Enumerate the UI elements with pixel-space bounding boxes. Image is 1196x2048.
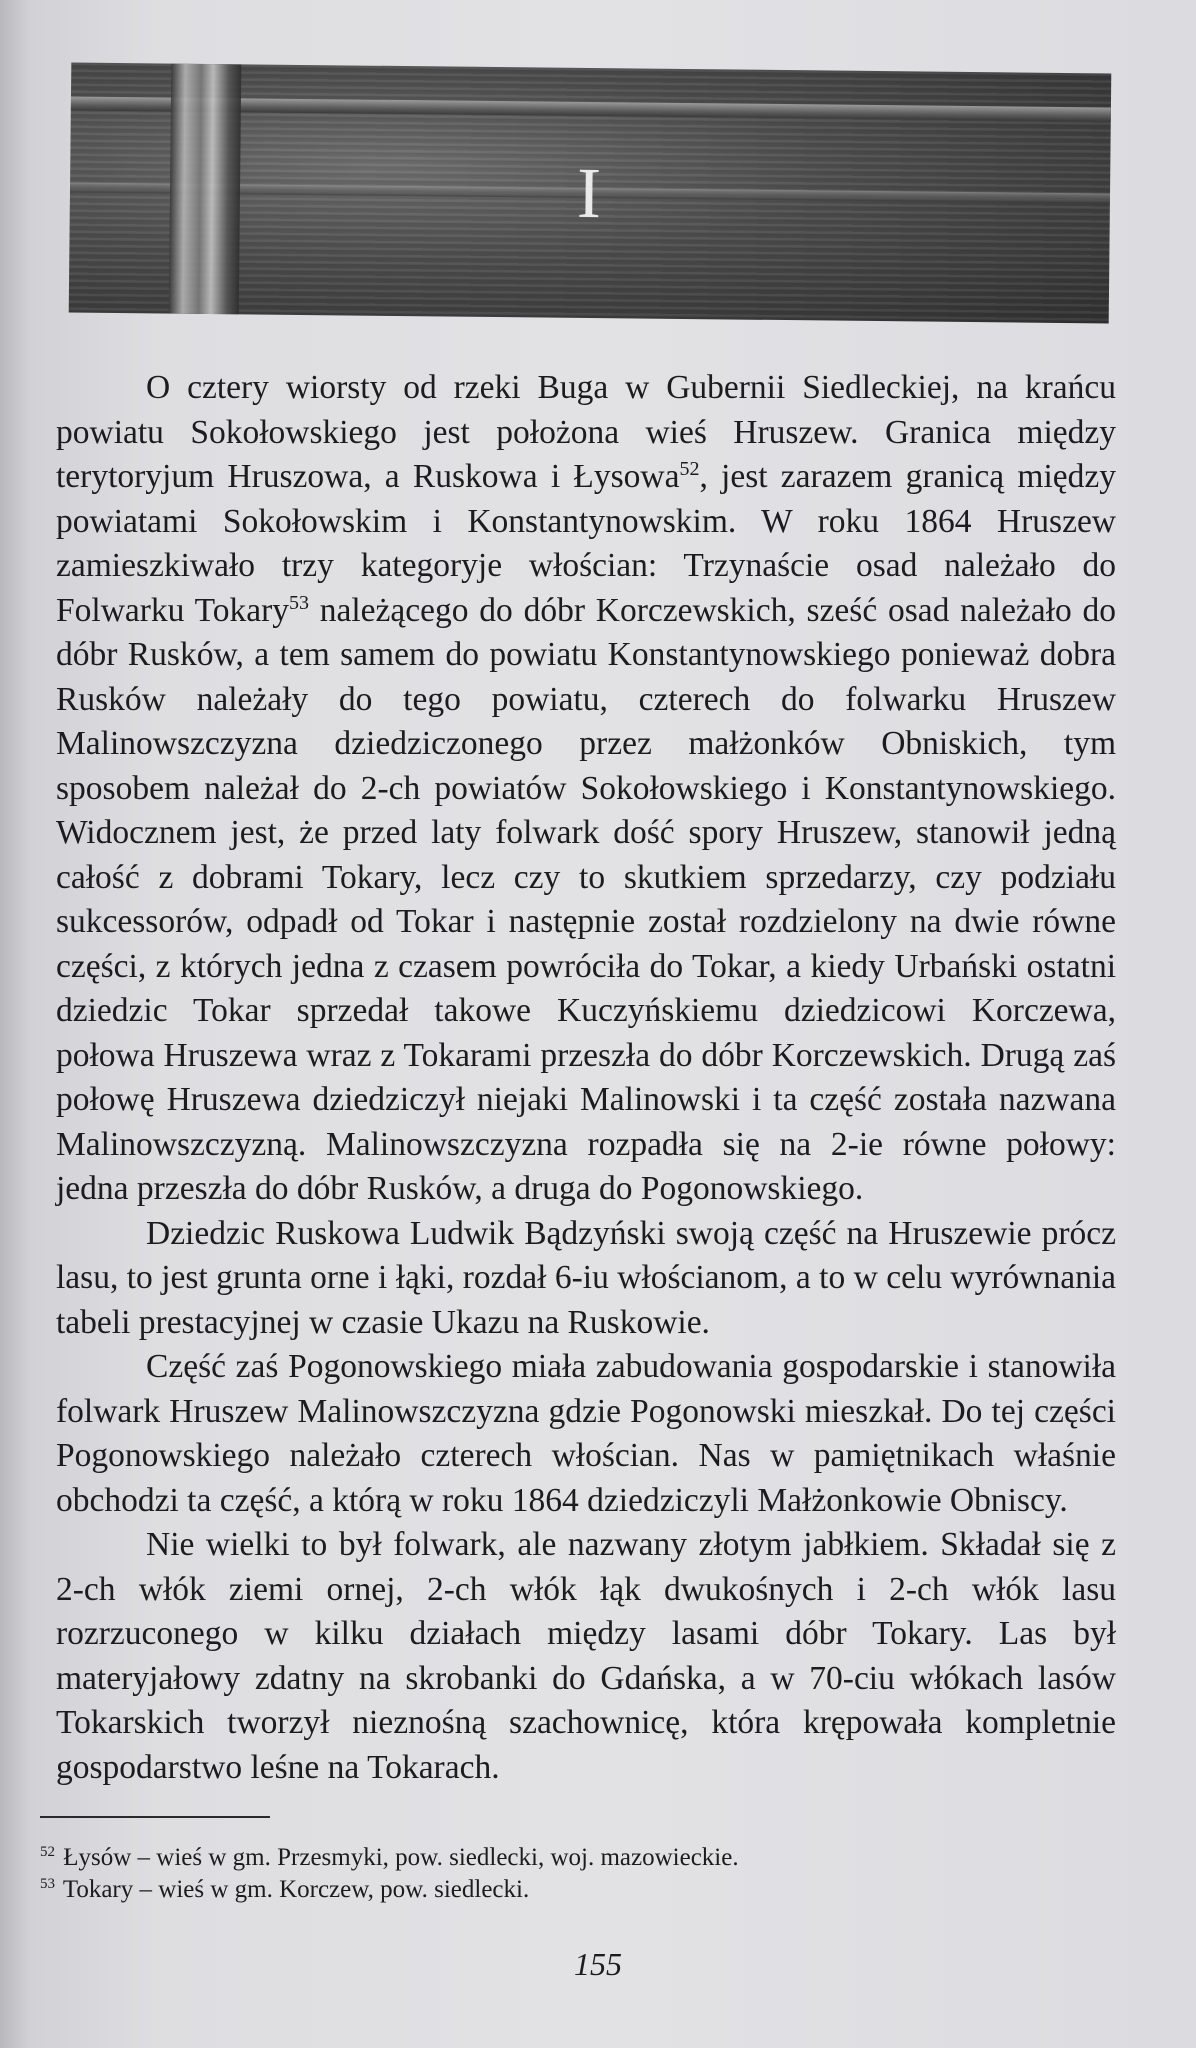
paragraph-text: Nie wielki to był folwark, ale nazwany złotym jabłkiem. Składał się z 2-ch włók ziemi ornej, 2-ch włók łąk dwukośnych i 2-ch włók lasu rozrzuconego w kilku działach między lasami dóbr Tokary. Las był materyjałowy zdatny na skrobanki do Gdańska, a w 70-ciu włókach lasów Tokarskich tworzył nieznośną szachownicę, która krępowała kompletnie gospodarstwo leśne na Tokarach. [56, 1526, 1116, 1786]
chapter-numeral: I [576, 152, 604, 233]
paragraph-text: O cztery wiorsty od rzeki Buga w Gubernii Siedleckiej, na krańcu powiatu Sokołowskiego jest położona wieś Hruszew. Granica między terytoryjum Hruszowa, a Ruskowa i Łysowa [56, 369, 1116, 495]
footnote-reference[interactable]: 52 [679, 457, 700, 480]
footnotes [40, 1842, 1040, 1906]
paragraph-4 [56, 1523, 1116, 1790]
paragraph-text: należącego do dóbr Korczewskich, sześć osad należało do dóbr Rusków, a tem samem do powiatu Konstantynowskiego ponieważ dobra Rusków należały do tego powiatu, czterech do folwarku Hruszew Malinowszczyzna dziedziczonego przez małżonków Obniskich, tym sposobem należał do 2-ch powiatów Sokołowskiego i Konstantynowskiego. Widocznem jest, że przed laty folwark dość spory Hruszew, stanowił jedną całość z dobrami Tokary, lecz czy to skutkiem sprzedarzy, czy podziału sukcessorów, odpadł od Tokar i następnie został rozdzielony na dwie równe części, z których jedna z czasem powróciła do Tokar, a kiedy Urbański ostatni dziedzic Tokar sprzedał takowe Kuczyńskiemu dziedzicowi Korczewa, połowa Hruszewa wraz z Tokarami przeszła do dóbr Korczewskich. Drugą zaś połowę Hruszewa dziedziczył niejaki Malinowski i ta część została nazwana Malinowszczyzną. Malinowszczyzna rozpadła się na 2-ie równe połowy: jedna przeszła do dóbr Rusków, a druga do Pogonowskiego. [56, 591, 1117, 1207]
paragraph-text: Dziedzic Ruskowa Ludwik Bądzyński swoją część na Hruszewie prócz lasu, to jest grunta orne i łąki, rozdał 6-iu włościanom, a to w celu wyrównania tabeli prestacyjnej w czasie Ukazu na Ruskowie. [56, 1214, 1116, 1341]
footnote-number: 53 [40, 1875, 55, 1892]
paragraph-text: Część zaś Pogonowskiego miała zabudowania gospodarskie i stanowiła folwark Hruszew Malinowszczyzna gdzie Pogonowski mieszkał. Do tej części Pogonowskiego należało czterech włościan. Nas w pamiętnikach właśnie obchodzi ta część, a którą w roku 1864 dziedziczyli Małżonkowie Obniscy. [56, 1348, 1116, 1519]
footnote-reference[interactable]: 53 [288, 591, 309, 614]
footnote-text: Łysów – wieś w gm. Przesmyki, pow. siedlecki, woj. mazowieckie. [63, 1844, 739, 1871]
paragraph-text: , jest zarazem granicą między powiatami Sokołowskim i Konstantynowskim. W roku 1864 Hruszew zamieszkiwało trzy kategoryje włościan: Trzynaście osad należało do Folwarku Tokary [56, 458, 1116, 629]
page-number: 155 [574, 1946, 622, 1982]
footnote-number: 52 [40, 1843, 55, 1860]
paragraph-3 [56, 1345, 1116, 1523]
chapter-header-photo [69, 63, 1112, 324]
footnote-53 [40, 1874, 1040, 1906]
paragraph-1 [56, 366, 1116, 1212]
footnote-52 [40, 1842, 1040, 1874]
chapter-body-text [56, 366, 1116, 1790]
footnote-text: Tokary – wieś w gm. Korczew, pow. siedlecki. [62, 1876, 530, 1903]
footnote-divider [40, 1816, 270, 1818]
paragraph-2 [56, 1212, 1116, 1346]
